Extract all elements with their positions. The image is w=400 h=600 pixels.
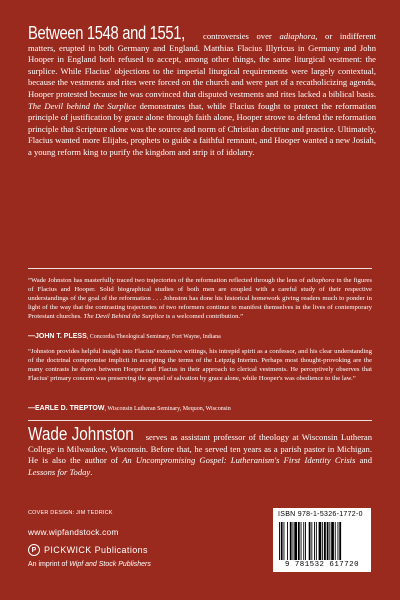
barcode-digits: 9 781532 617720 (284, 561, 360, 569)
description-book-title: The Devil behind the Surplice (28, 100, 137, 111)
reviewer-name: —JOHN T. PLESS (28, 333, 87, 340)
pickwick-logo-icon: P (28, 544, 40, 556)
author-book-title: Lessons for Today (28, 466, 91, 477)
publisher-name: PICKWICK Publications (44, 545, 148, 555)
barcode-bars (279, 522, 365, 560)
author-bio (28, 424, 372, 478)
publisher-line (28, 544, 148, 556)
imprint-prefix: An imprint of (28, 561, 70, 568)
description-text: controversies over (195, 31, 280, 41)
review-text: “Johnston provides helpful insight into Flacius' extensive writings, his intrepid spirit as a confessor, and his clear understanding of the doctrinal compromise implicit in accepting the terms of the Leipzig Interim. Perhaps most thought-provoking are the many contrasts he draws between Hooper and Flacius in their approach to clerical vestments. He perceptively observes that Flacius' primary concern was preserving the gospel of salvation by grace alone, while Hooper's was obedience to the law.” (28, 348, 372, 382)
review-text: “Wade Johnston has masterfully traced two trajectories of the reformation reflected through the lens of (28, 277, 307, 284)
review-text: is a welcomed contribution.” (164, 313, 244, 320)
cover-design-credit: COVER DESIGN: JIM TEDRICK (28, 510, 113, 516)
publisher-website: www.wipfandstock.com (28, 527, 119, 537)
review-quote (28, 347, 372, 383)
author-book-title: An Uncompromising Gospel: Lutheranism's First Identity Crisis (122, 455, 356, 466)
review-quote (28, 276, 372, 321)
reviewer-name: —EARLE D. TREPTOW (28, 405, 105, 412)
divider (28, 420, 372, 421)
author-bio-text: serves as assistant professor of theology at Wisconsin Lutheran College in Milwaukee, Wisconsin. Before that, he served ten years as a parish pastor in Michigan. He is also the author of (28, 432, 372, 466)
author-bio-text: and (355, 455, 372, 466)
description-text: , or indifferent matters, erupted in both Germany and England. Matthias Flacius Illyricus in Germany and John Hooper in England both refused to accept, among other things, the same liturgical vestment: the surplice. While Flacius' objections to the imperial liturgical requirements were largely contextual, because the vestments and rites were forced on the church and were part of a recatholicizing agenda, Hooper protested because he was convinced that disputed vestments and rites lacked a biblical basis. (28, 31, 376, 99)
description-lead: Between 1548 and 1551, (28, 23, 185, 43)
isbn-barcode (273, 508, 371, 572)
review-text: in the figures of Flacius and Hooper. Solid biographical studies of both men are coupled with a careful study of their respective understandings of the goal of the reformation . . . Johnston has done his historical homework giving readers much to ponder in light of the way that the contrasting trajectories of two reformers continue to manifest themselves in the lives of contemporary Protestant churches. (28, 277, 372, 320)
review-term: adiaphora (306, 277, 335, 284)
author-bio-text: . (90, 466, 93, 477)
review-attribution (28, 333, 221, 340)
imprint-line (28, 561, 151, 568)
description-text: demonstrates that, while Flacius fought to protect the reformation principle of justification by grace alone through faith alone, Hooper strove to defend the reformation principle that Scripture alone was the source and norm of Christian doctrine and practice. Ultimately, Flacius wanted more Elijahs, prophets to guide a faithful remnant, and Hooper wanted a new Josiah, a young reform king to purify the kingdom and strip it of idolatry. (28, 100, 376, 157)
barcode-icon (279, 522, 365, 560)
divider (28, 268, 372, 269)
reviewer-affiliation: , Concordia Theological Seminary, Fort Wayne, Indiana (86, 334, 221, 340)
review-book-title: The Devil Behind the Surplice (83, 313, 165, 320)
description-paragraph (28, 23, 376, 159)
author-name: Wade Johnston (28, 424, 134, 444)
review-attribution (28, 405, 231, 412)
description-term: adiaphora (279, 31, 316, 41)
reviewer-affiliation: , Wisconsin Lutheran Seminary, Mequon, Wisconsin (104, 406, 231, 412)
isbn-label: ISBN 978-1-5326-1772-0 (278, 511, 363, 518)
imprint-name: Wipf and Stock Publishers (69, 561, 151, 568)
